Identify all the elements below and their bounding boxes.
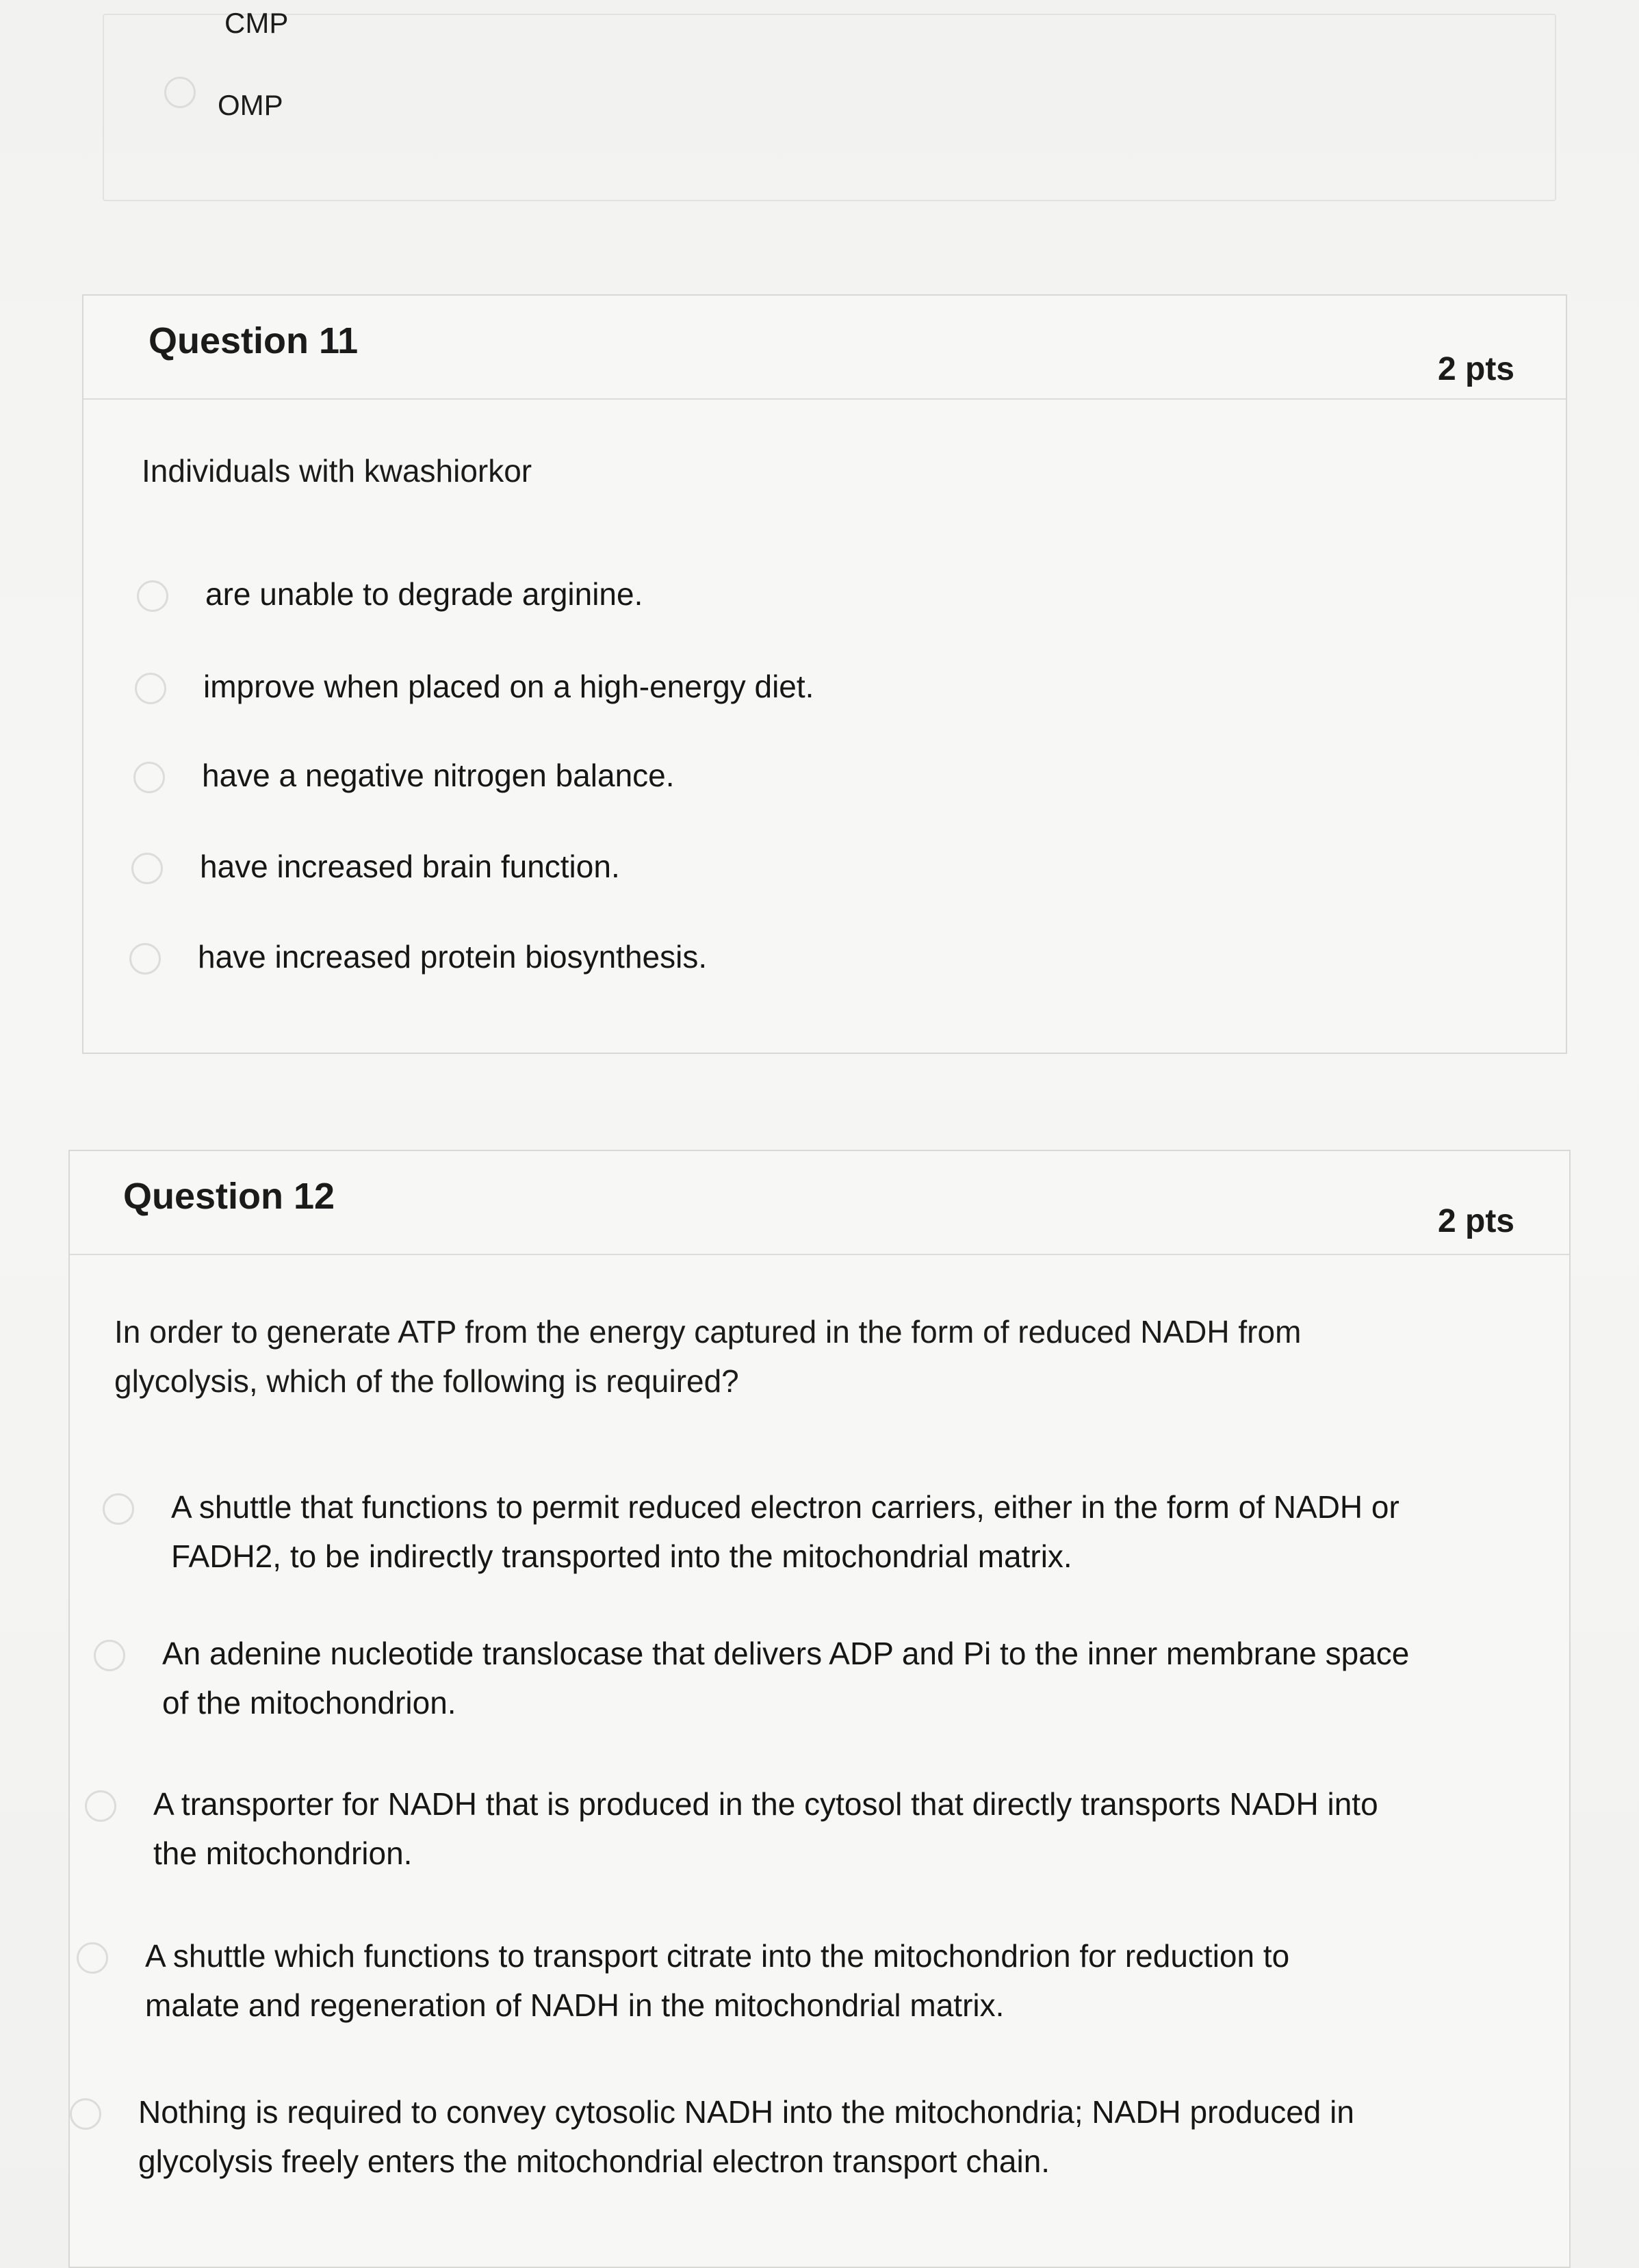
answer-option[interactable]	[171, 1482, 1399, 1581]
answer-option[interactable]	[162, 1629, 1409, 1727]
question-points: 2 pts	[1437, 1203, 1514, 1239]
answer-option[interactable]	[138, 2087, 1354, 2186]
question-header	[83, 296, 1566, 400]
answer-option[interactable]	[153, 1779, 1378, 1878]
answer-text-line: the mitochondrion.	[153, 1835, 413, 1871]
previous-answer-option[interactable]	[218, 89, 283, 122]
question-points: 2 pts	[1437, 351, 1514, 387]
previous-answer-label: CMP	[224, 7, 289, 39]
answer-text-line: of the mitochondrion.	[162, 1685, 456, 1721]
answer-text-line: malate and regeneration of NADH in the mitochondrial matrix.	[145, 1987, 1005, 2023]
answer-option[interactable]	[202, 751, 675, 800]
radio-button[interactable]	[133, 762, 165, 793]
radio-button[interactable]	[77, 1942, 108, 1974]
question-title: Question 11	[149, 320, 359, 361]
radio-button[interactable]	[164, 77, 196, 108]
answer-text: have a negative nitrogen balance.	[202, 758, 675, 793]
radio-button[interactable]	[131, 853, 163, 884]
question-stem	[142, 446, 532, 495]
radio-button[interactable]	[135, 673, 166, 704]
radio-button[interactable]	[85, 1790, 116, 1822]
question-stem-line: Individuals with kwashiorkor	[142, 453, 532, 489]
answer-text-line: A shuttle that functions to permit reduced electron carriers, either in the form of NADH or	[171, 1489, 1399, 1525]
question-stem	[114, 1307, 1301, 1406]
radio-button[interactable]	[70, 2098, 101, 2130]
answer-option[interactable]	[145, 1931, 1289, 2030]
answer-text: have increased protein biosynthesis.	[198, 939, 708, 975]
question-header	[70, 1151, 1569, 1255]
answer-text: improve when placed on a high-energy diet.	[203, 669, 814, 704]
answer-text-line: An adenine nucleotide translocase that delivers ADP and Pi to the inner membrane space	[162, 1636, 1410, 1671]
answer-option[interactable]	[203, 662, 814, 711]
radio-button[interactable]	[94, 1640, 125, 1671]
question-card-11	[82, 294, 1567, 1054]
previous-question-card	[103, 14, 1556, 201]
radio-button[interactable]	[103, 1493, 134, 1525]
answer-option[interactable]	[205, 569, 643, 619]
answer-text-line: Nothing is required to convey cytosolic NADH into the mitochondria; NADH produced in	[138, 2094, 1354, 2130]
answer-option[interactable]	[198, 932, 707, 981]
question-stem-line: In order to generate ATP from the energy captured in the form of reduced NADH from	[114, 1314, 1302, 1350]
question-stem-line: glycolysis, which of the following is required?	[114, 1363, 739, 1399]
answer-option[interactable]	[200, 842, 620, 891]
answer-text-line: glycolysis freely enters the mitochondrial electron transport chain.	[138, 2143, 1050, 2179]
answer-text: are unable to degrade arginine.	[205, 576, 643, 612]
question-title: Question 12	[123, 1176, 335, 1217]
previous-answer-label: OMP	[218, 89, 283, 121]
answer-text-line: FADH2, to be indirectly transported into the mitochondrial matrix.	[171, 1538, 1072, 1574]
answer-text-line: A transporter for NADH that is produced in the cytosol that directly transports NADH into	[153, 1786, 1378, 1822]
answer-text-line: A shuttle which functions to transport citrate into the mitochondrion for reduction to	[145, 1938, 1290, 1974]
previous-answer-option[interactable]	[224, 7, 288, 40]
radio-button[interactable]	[129, 943, 161, 975]
radio-button[interactable]	[137, 580, 168, 612]
question-card-12	[68, 1150, 1571, 2268]
answer-text: have increased brain function.	[200, 849, 620, 884]
